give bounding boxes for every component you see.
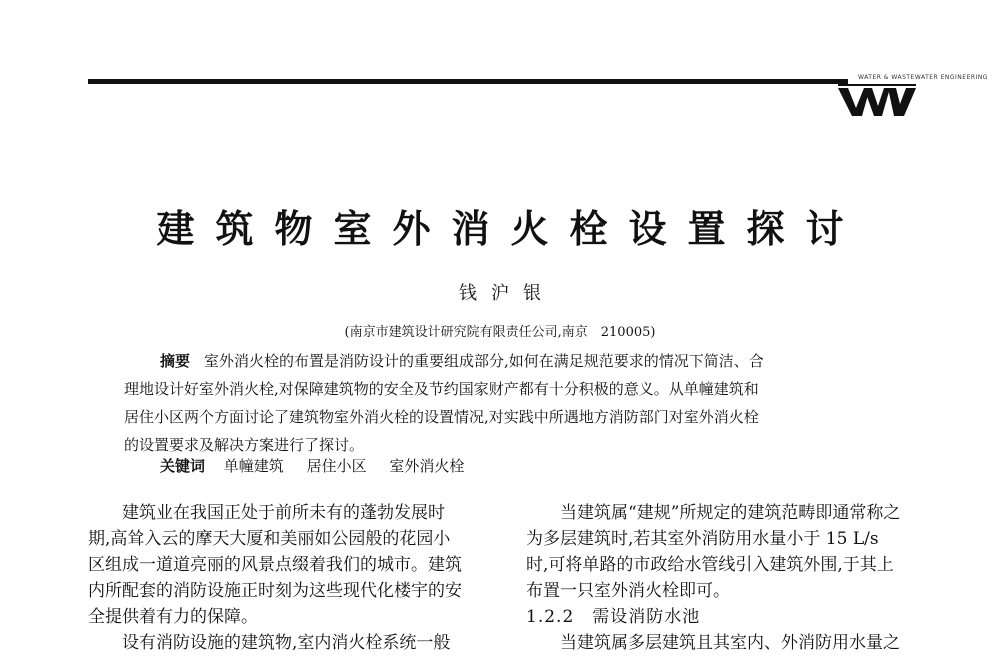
abstract-line (124, 347, 886, 375)
paper-title: 建筑物室外消火栓设置探讨 (156, 207, 865, 251)
body-line: 布置一只室外消火栓即可。 (526, 581, 730, 601)
body-line: 区组成一道道亮丽的风景点缀着我们的城市。建筑 (88, 555, 462, 575)
body-line: 时,可将单路的市政给水管线引入建筑外围,于其上 (526, 555, 894, 575)
abstract-label: 摘要 (160, 352, 191, 370)
body-line: 全提供着有力的保障。 (88, 607, 258, 627)
body-line: 当建筑属“建规”所规定的建筑范畴即通常称之 (560, 503, 901, 523)
author-name: 钱沪银 (459, 283, 555, 304)
abstract-text: 室外消火栓的布置是消防设计的重要组成部分,如何在满足规范要求的情况下简洁、合 (204, 352, 764, 370)
body-line: 设有消防设施的建筑物,室内消火栓系统一般 (122, 633, 451, 653)
abstract-line: 理地设计好室外消火栓,对保障建筑物的安全及节约国家财产都有十分积极的意义。从单幢建筑和 (124, 380, 759, 398)
section-heading: 1.2.2 需设消防水池 (526, 607, 701, 627)
author-affiliation: (南京市建筑设计研究院有限责任公司,南京 210005) (344, 325, 656, 340)
journal-logo-icon (836, 74, 920, 118)
body-column-right (526, 500, 918, 656)
keywords (160, 455, 482, 476)
body-line: 建筑业在我国正处于前所未有的蓬勃发展时 (122, 503, 445, 523)
body-line: 内所配套的消防设施正时刻为这些现代化楼宇的安 (88, 581, 462, 601)
abstract-line: 的设置要求及解决方案进行了探讨。 (124, 436, 365, 454)
journal-logo-caption: WATER & WASTEWATER ENGINEERING (858, 74, 988, 81)
abstract (124, 347, 886, 459)
keyword: 室外消火栓 (389, 457, 465, 475)
keywords-label: 关键词 (160, 457, 206, 475)
body-line: 当建筑属多层建筑且其室内、外消防用水量之 (560, 633, 900, 653)
body-line: 期,高耸入云的摩天大厦和美丽如公园般的花园小 (88, 529, 451, 549)
body-column-left (88, 500, 480, 656)
keyword: 单幢建筑 (223, 457, 284, 475)
abstract-line: 居住小区两个方面讨论了建筑物室外消火栓的设置情况,对实践中所遇地方消防部门对室外消火栓 (124, 408, 759, 426)
body-line: 为多层建筑时,若其室外消防用水量小于 15 L/s (526, 529, 879, 549)
keyword: 居住小区 (306, 457, 367, 475)
header-rule (88, 79, 848, 84)
